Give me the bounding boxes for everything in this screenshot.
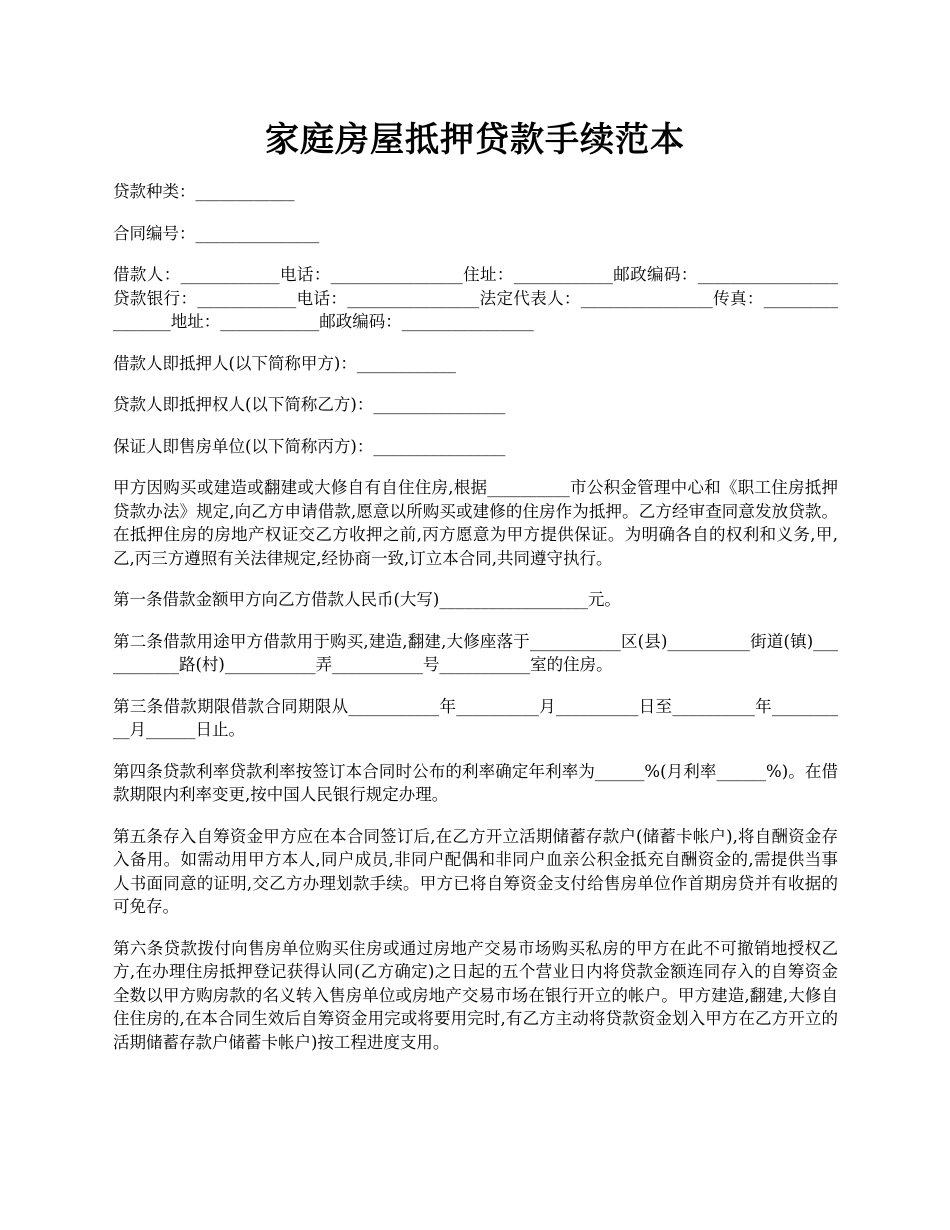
paragraph-preamble: 甲方因购买或建造或翻建或大修自有自住住房,根据__________市公积金管理中心和《职工住房抵押贷款办法》规定,向乙方申请借款,愿意以所购买或建修的住房作为抵押。乙方经审查同意发放贷款。在抵押住房的房地产权证交乙方收押之前,丙方愿意为甲方提供保证。为明确各自的权利和义务,甲,乙,丙三方遵照有关法律规定,经协商一致,订立本合同,共同遵守执行。 [113,478,838,568]
paragraph-loan-type: 贷款种类：____________ [113,182,295,201]
paragraph-party-a: 借款人即抵押人(以下简称甲方)：____________ [113,353,456,373]
paragraph-article-4: 第四条贷款利率贷款利率按签订本合同时公布的利率确定年利率为______%(月利率______%)。在借款期限内利率变更,按中国人民银行规定办理。 [113,761,838,804]
paragraph-article-6: 第六条贷款拨付向售房单位购买住房或通过房地产交易市场购买私房的甲方在此不可撤销地授权乙方,在办理住房抵押登记获得认同(乙方确定)之日起的五个营业日内将贷款金额连同存入的自筹资金全数以甲方购房款的名义转入售房单位或房地产交易市场在银行开立的帐户。甲方建造,翻建,大修自住住房的,在本合同生效后自筹资金用完或将要用完时,有乙方主动将贷款资金划入甲方在乙方开立的活期储蓄存款户储蓄卡帐户)按工程进度支用。 [113,938,838,1052]
paragraph-contract-number: 合同编号：_______________ [113,223,320,243]
paragraph-article-1: 第一条借款金额甲方向乙方借款人民币(大写)__________________元。 [113,590,621,609]
paragraph-article-3: 第三条借款期限借款合同期限从___________年__________月__________日至__________年__________月______日止。 [113,696,838,739]
paragraph-party-c: 保证人即售房单位(以下简称丙方)：________________ [113,436,506,456]
document-title: 家庭房屋抵押贷款手续范本 [265,120,685,160]
paragraph-article-2: 第二条借款用途甲方借款用于购买,建造,翻建,大修座落于___________区(县)__________街道(镇)___________路(村)___________弄___________号___________室的住房。 [113,631,838,674]
paragraph-parties-info: 借款人：____________电话：________________住址：____________邮政编码：_________________贷款银行：____________电话：________________法定代表人：________________传真：________________地址：____________邮政编码：________________ [113,265,838,331]
paragraph-party-b: 贷款人即抵押权人(以下简称乙方)：________________ [113,395,506,414]
paragraph-article-5: 第五条存入自筹资金甲方应在本合同签订后,在乙方开立活期储蓄存款户(储蓄卡帐户),将自酬资金存入备用。如需动用甲方本人,同户成员,非同户配偶和非同户血亲公积金抵充自酬资金的,需提供当事人书面同意的证明,交乙方办理划款手续。甲方已将自筹资金支付给售房单位作首期房贷并有收据的可免存。 [113,826,838,916]
document-body [113,180,838,1072]
